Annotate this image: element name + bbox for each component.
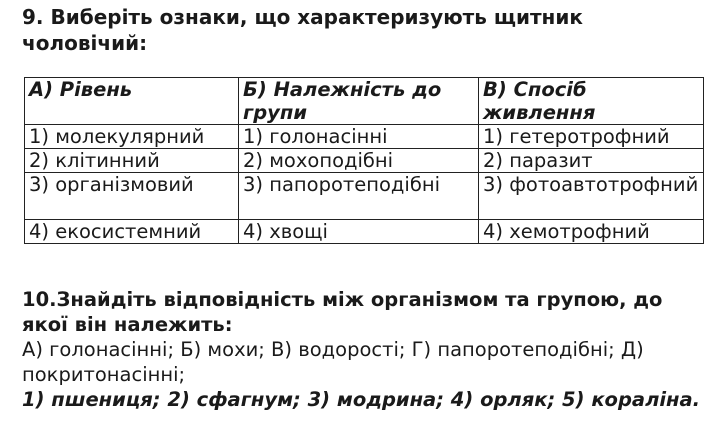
header-nutrition: В) Спосіб живлення xyxy=(479,78,704,125)
table-cell: 4) екосистемний xyxy=(25,220,239,244)
header-group: Б) Належність до групи xyxy=(239,78,479,125)
question-10-organisms: 1) пшениця; 2) сфагнум; 3) модрина; 4) орляк; 5) кораліна. xyxy=(22,388,701,411)
characteristics-table xyxy=(24,77,704,244)
table-cell: 4) хемотрофний xyxy=(479,220,704,244)
question-9-title: 9. Виберіть ознаки, що характеризують щитник чоловічий: xyxy=(22,5,583,55)
question-10-title: 10.Знайдіть відповідність між організмом та групою, до якої він належить: xyxy=(22,288,663,336)
table-header-row xyxy=(25,78,704,125)
table-cell: 3) організмовий xyxy=(25,173,239,220)
table-cell: 1) голонасінні xyxy=(239,125,479,149)
table-cell: 2) клітинний xyxy=(25,149,239,173)
question-10 xyxy=(22,287,712,412)
table-row xyxy=(25,125,704,149)
header-level: А) Рівень xyxy=(25,78,239,125)
table-cell: 4) хвощі xyxy=(239,220,479,244)
question-10-groups: А) голонасінні; Б) мохи; В) водорості; Г) папоротеподібні; Д) покритонасінні; xyxy=(22,338,644,386)
table-row xyxy=(25,220,704,244)
table-cell: 1) гетеротрофний xyxy=(479,125,704,149)
table-row xyxy=(25,149,704,173)
table-cell: 3) фотоавтотрофний xyxy=(479,173,704,220)
table-cell: 3) папоротеподібні xyxy=(239,173,479,220)
table-cell: 2) мохоподібні xyxy=(239,149,479,173)
table-cell: 1) молекулярний xyxy=(25,125,239,149)
table-row xyxy=(25,173,704,220)
table-cell: 2) паразит xyxy=(479,149,704,173)
